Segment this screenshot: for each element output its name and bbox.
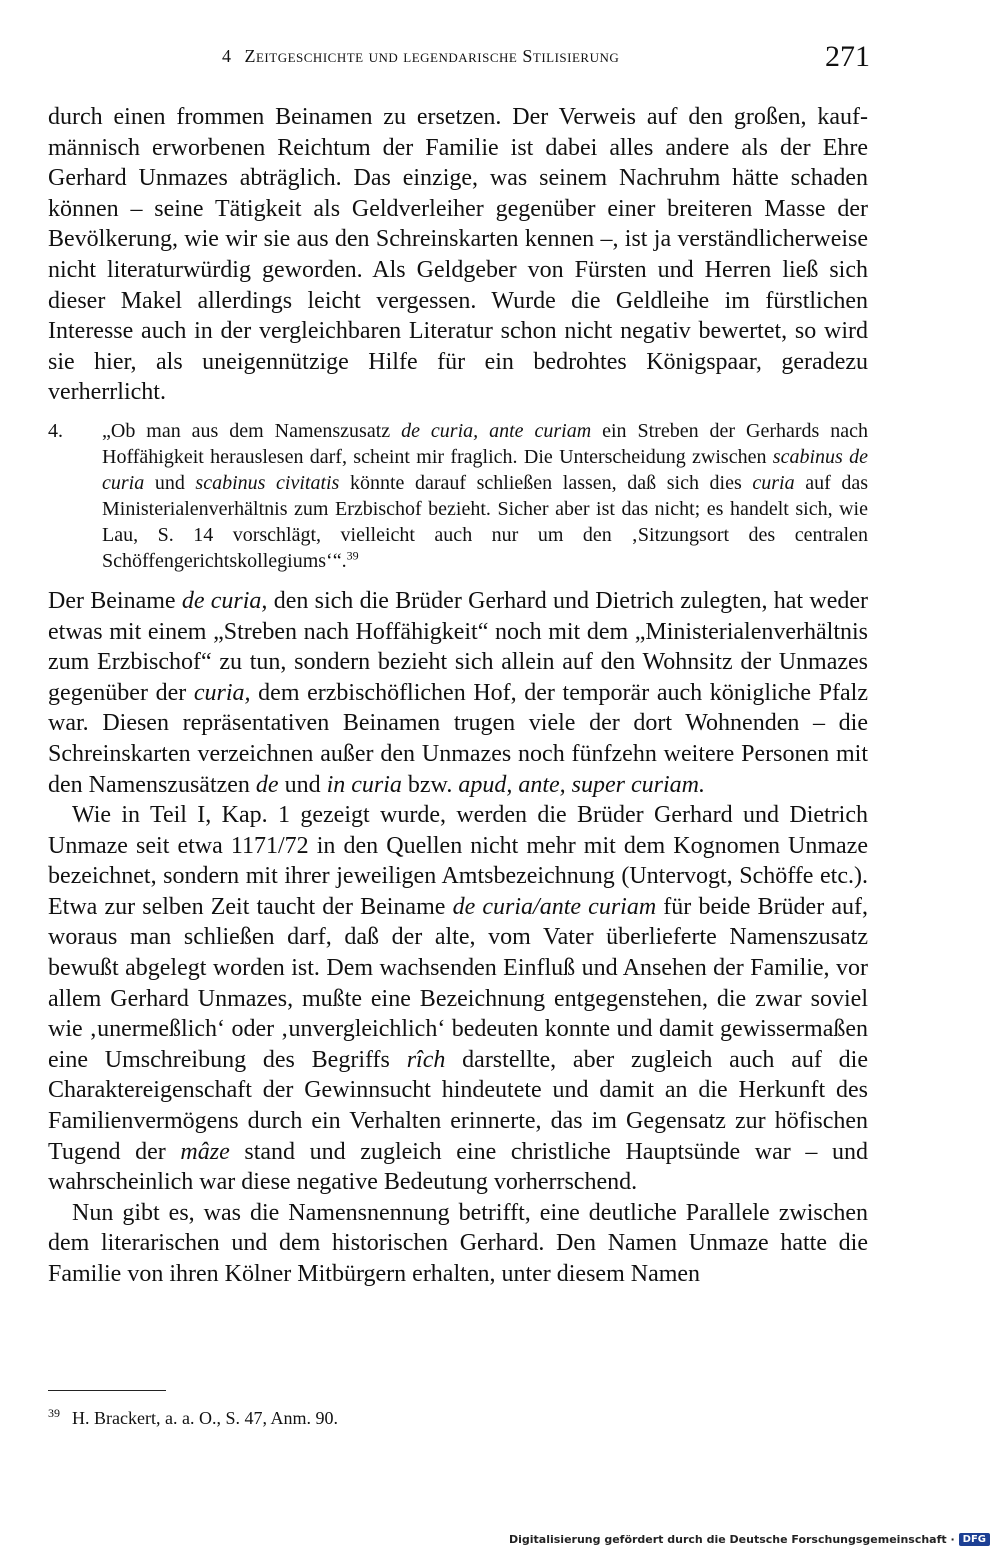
quote-text: „Ob man aus dem Namenszusatz de curia, ante curiam ein Streben der Gerhards nach Hoffähigkeit herauslesen darf, scheint mir fraglich. Die Unterscheidung zwischen scabinus de curia und scabinus civitatis könnte darauf schließen lassen, daß sich dies curia auf das Ministerialenverhältnis zum Erzbischof bezieht. Sicher aber ist das nicht; es handelt sich, wie Lau, S. 14 vorschlägt, vielleicht auch nur um den ‚Sitzungsort des centralen Schöffengerichtskollegiums‘“.$^{39}$ [102, 419, 869, 572]
footnote-text: H. Brackert, a. a. O., S. 47, Anm. 90. [72, 1408, 338, 1428]
page-number: 271 [825, 40, 870, 73]
credit-text: Digitalisierung gefördert durch die Deutsche Forschungsgemeinschaft · [508, 1533, 955, 1546]
footnote-marker: 39 [48, 1406, 60, 1420]
chapter-number: 4 [222, 46, 232, 66]
footnote-reference: 39 [346, 548, 359, 563]
running-title: Zeitgeschichte und legendarische Stilisierung [244, 46, 620, 66]
quote-number: 4. [48, 419, 63, 442]
quoted-passage [48, 418, 868, 574]
paragraph-1: durch einen frommen Beinamen zu ersetzen. Der Verweis auf den großen, kaufmännisch erworbenen Reichtum der Familie ist dabei alles andere als der Ehre Gerhard Unmazes abträglich. Das einzige, was seinem Nachruhm hätte schaden können – seine Tätigkeit als Geldverleiher gegenüber einer breiteren Masse der Bevölkerung, wie wir sie aus den Schreinskarten kennen –, ist ja verständlicherweise nicht literaturwürdig geworden. Als Geldgeber von Fürsten und Herren ließ sich dieser Makel allerdings leicht vergessen. Wurde die Geldleihe im fürstlichen Interesse auch in der vergleichbaren Literatur schon nicht negativ bewertet, so wird sie hier, als uneigennützige Hilfe für ein bedrohtes Königspaar, geradezu verherrlicht. [48, 104, 868, 406]
paragraph-2: Der Beiname de curia, den sich die Brüder Gerhard und Dietrich zulegten, hat weder etwas mit einem „Streben nach Hoffähigkeit“ noch mit dem „Ministerialenverhältnis zum Erzbischof“ zu tun, sondern bezieht sich allein auf den Wohnsitz der Unmazes gegenüber der curia, dem erzbischöflichen Hof, der temporär auch königliche Pfalz war. Diesen repräsentativen Beinamen trugen viele der dort Wohnenden – die Schreinskarten verzeichnen außer den Unmazes noch fünfzehn weitere Personen mit den Namenszusätzen de und in curia bzw. apud, ante, super curiam. [48, 587, 868, 798]
digitization-credit [509, 1533, 990, 1546]
dfg-logo-icon: DFG [959, 1533, 990, 1546]
paragraph-4: Nun gibt es, was die Namensnennung betrifft, eine deutliche Parallele zwischen dem literarischen und dem historischen Gerhard. Den Namen Unmaze hatte die Familie von ihren Kölner Mitbürgern erhalten, unter diesem Namen [48, 1199, 868, 1287]
page-header [222, 40, 870, 80]
body-text [48, 102, 868, 1290]
footnote [48, 1406, 868, 1429]
paragraph-3: Wie in Teil I, Kap. 1 gezeigt wurde, werden die Brüder Gerhard und Dietrich Unmaze seit etwa 1171/72 in den Quellen nicht mehr mit dem Kognomen Unmaze bezeichnet, sondern mit ihrer jeweiligen Amtsbezeichnung (Untervogt, Schöffe etc.). Etwa zur selben Zeit taucht der Beiname de curia/ante curiam für beide Brüder auf, woraus man schließen darf, daß der alte, vom Vater überlieferte Namenszusatz bewußt abgelegt worden ist. Dem wachsenden Einfluß und Ansehen der Familie, vor allem Gerhard Unmazes, mußte eine Bezeichnung entgegenstehen, die zwar soviel wie ‚unermeßlich‘ oder ‚unvergleichlich‘ bedeuten konnte und damit gewissermaßen eine Umschreibung des Begriffs rîch darstellte, aber zugleich auch auf die Charaktereigenschaft der Gewinnsucht hindeutete und damit an die Herkunft des Familienvermögens durch ein Verhalten erinnerte, das im Gegensatz zur höfischen Tugend der mâze stand und zugleich eine christliche Hauptsünde war – und wahrscheinlich war diese negative Bedeutung vorherrschend. [48, 802, 868, 1196]
footnote-divider [48, 1390, 166, 1391]
running-head [222, 46, 619, 67]
